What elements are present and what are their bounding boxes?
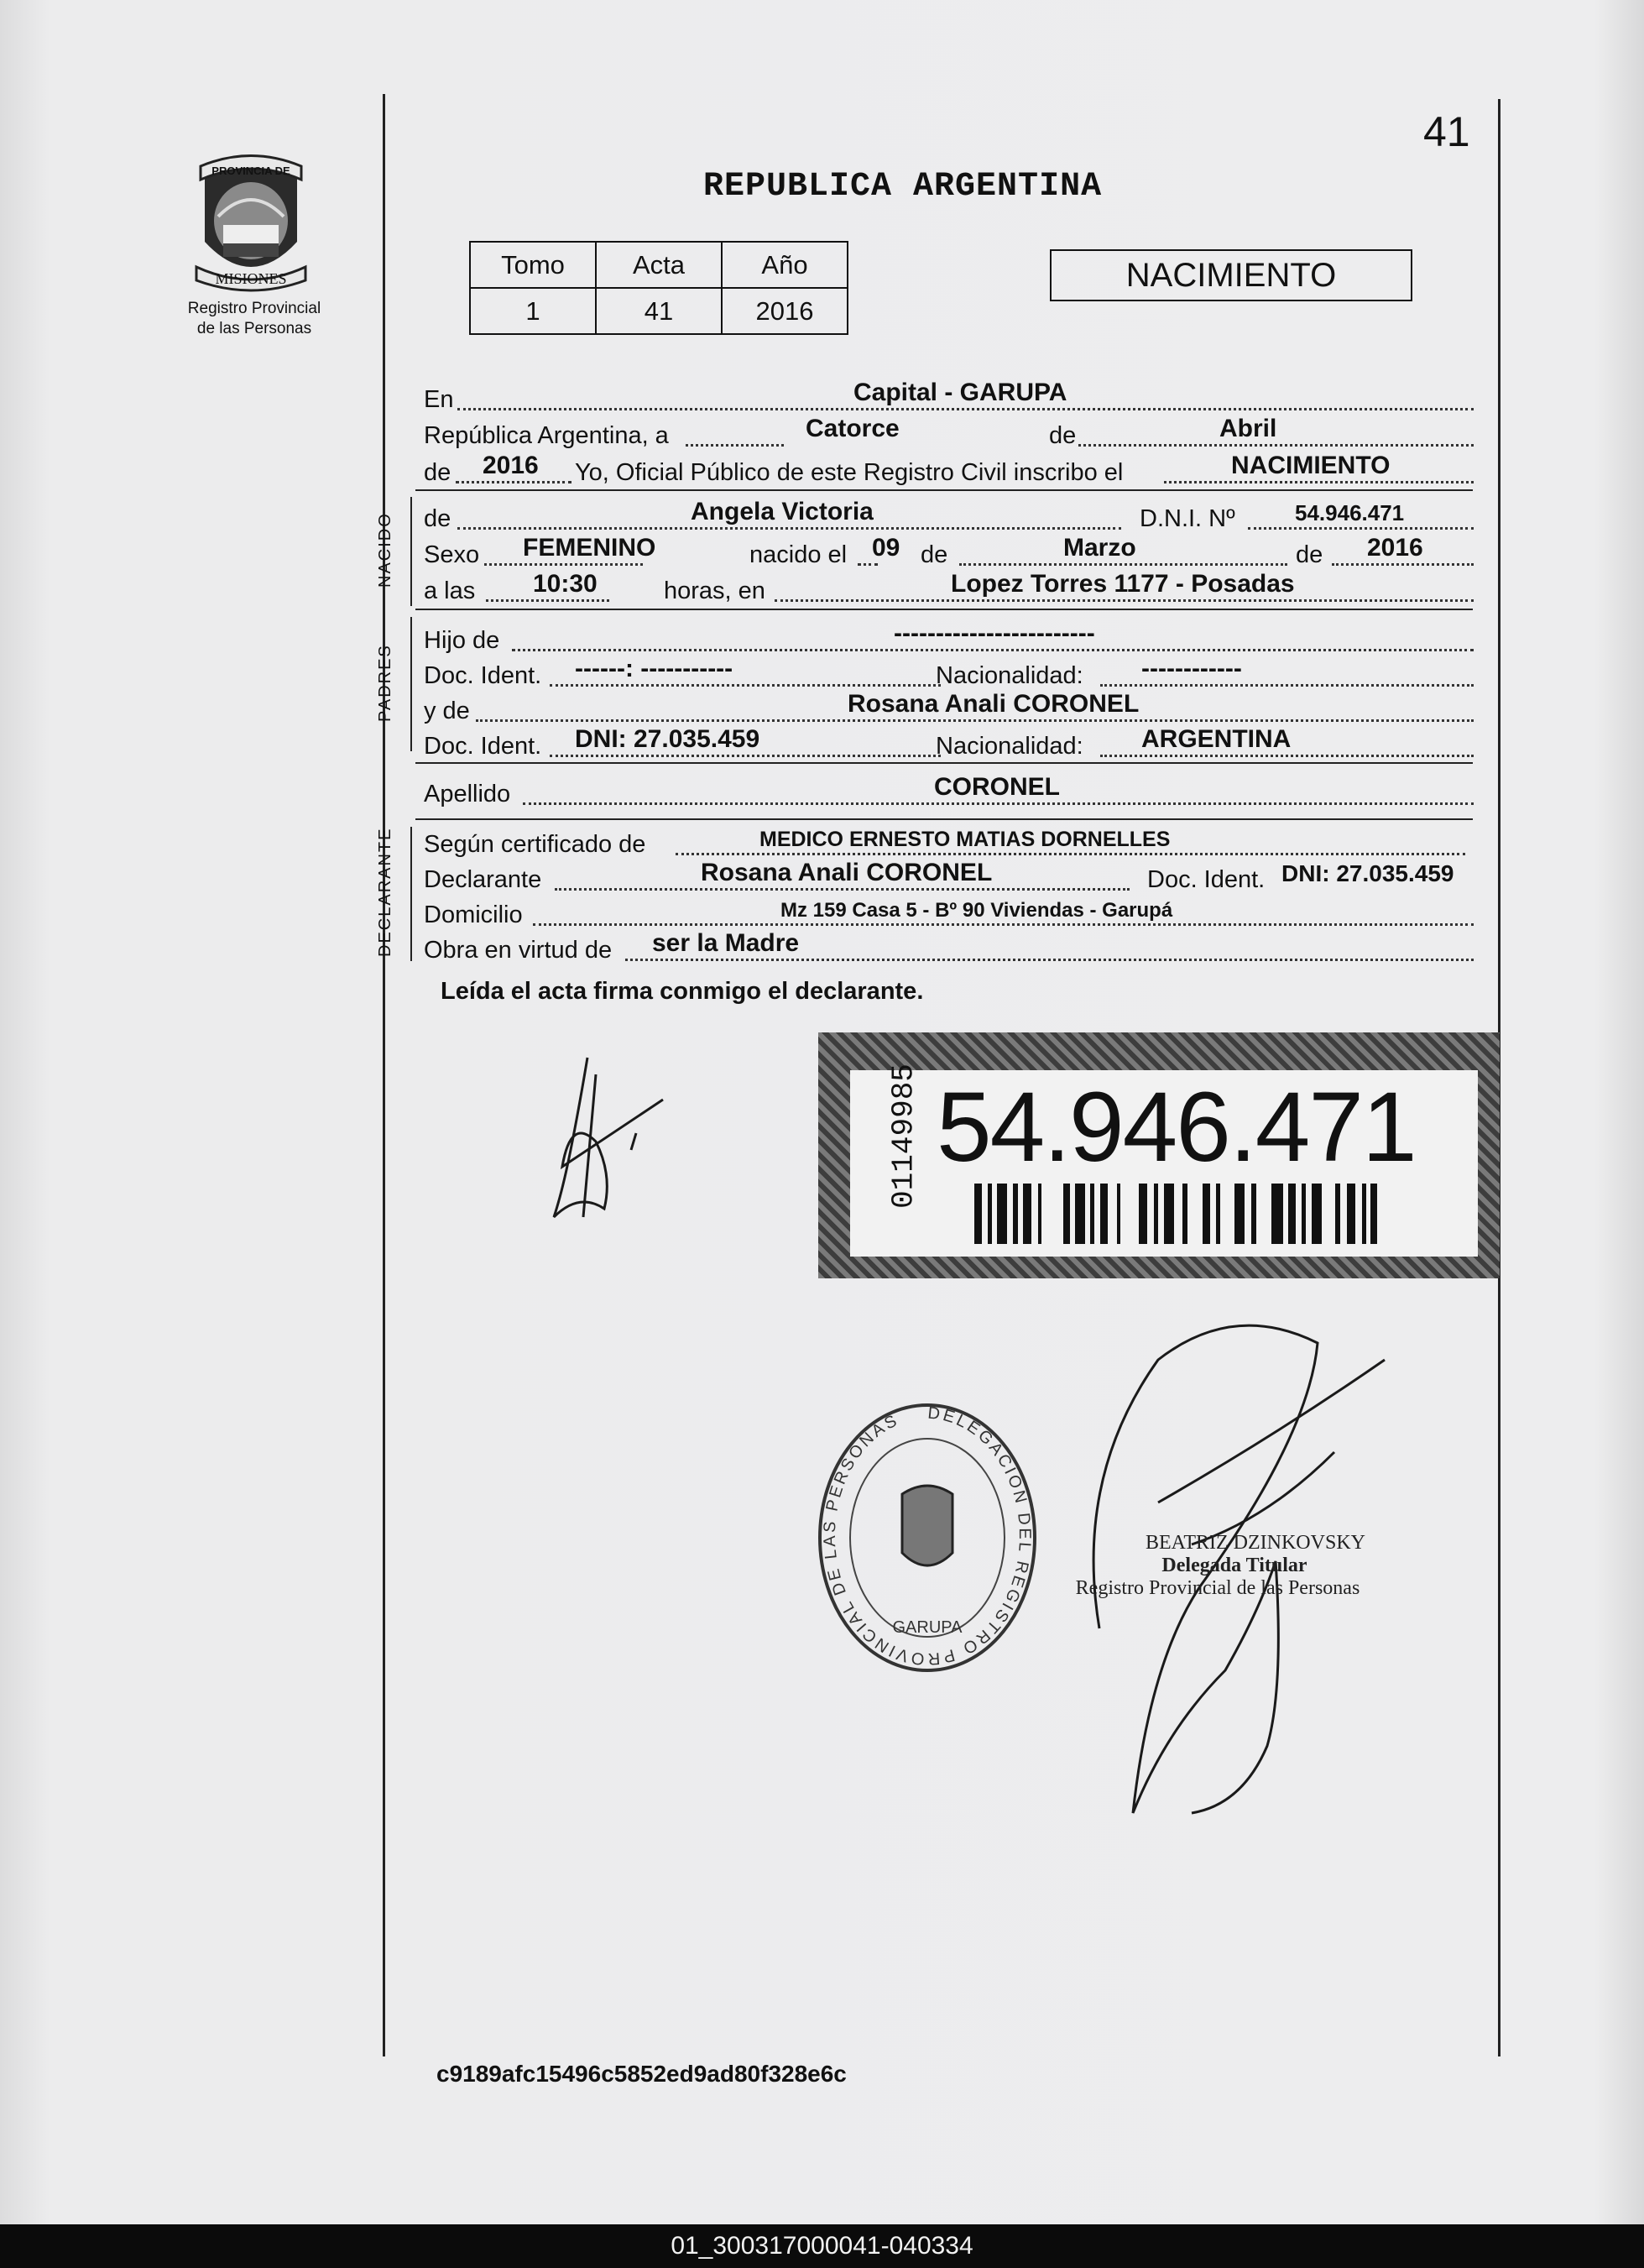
padres-section-label: PADRES bbox=[376, 644, 394, 722]
mother-name-value: Rosana Anali CORONEL bbox=[848, 693, 1140, 718]
line-nacido-name bbox=[424, 501, 1474, 535]
mother-doc-label: Doc. Ident. bbox=[424, 733, 542, 760]
declarante-bracket bbox=[410, 827, 412, 961]
declarante-doc-label: Doc. Ident. bbox=[1147, 866, 1266, 893]
act-inscribed-value: NACIMIENTO bbox=[1231, 455, 1391, 479]
year-value: 2016 bbox=[483, 455, 539, 479]
child-name-value: Angela Victoria bbox=[691, 501, 874, 525]
line-apellido bbox=[424, 776, 1474, 810]
barcode-icon bbox=[974, 1184, 1377, 1244]
father-nac-value: ------------ bbox=[1141, 658, 1242, 682]
record-header-acta: Acta bbox=[596, 242, 722, 288]
dni-sticker-label bbox=[850, 1063, 1478, 1257]
divider-4 bbox=[415, 818, 1473, 820]
line-declarante bbox=[424, 862, 1474, 896]
dni-sticker-number: 54.946.471 bbox=[937, 1072, 1416, 1183]
father-doc-value: ------: ----------- bbox=[575, 658, 733, 682]
birth-month-value: Marzo bbox=[1063, 537, 1136, 562]
de-label-3: de bbox=[424, 505, 451, 532]
line-mother-doc bbox=[424, 729, 1474, 762]
a-las-label: a las bbox=[424, 577, 476, 604]
delegation-stamp bbox=[810, 1393, 1045, 1687]
official-stamp-text bbox=[1070, 1532, 1365, 1600]
yo-text: Yo, Oficial Público de este Registro Civil inscribo el bbox=[575, 459, 1124, 486]
birth-year-value: 2016 bbox=[1367, 537, 1423, 562]
cert-label: Según certificado de bbox=[424, 831, 646, 858]
padres-bracket bbox=[410, 617, 412, 751]
en-label: En bbox=[424, 386, 454, 413]
apellido-value: CORONEL bbox=[934, 776, 1060, 801]
record-header-ano: Año bbox=[722, 242, 848, 288]
de-label-5: de bbox=[1296, 541, 1323, 568]
declarante-value: Rosana Anali CORONEL bbox=[701, 862, 993, 886]
mother-nac-label: Nacionalidad: bbox=[936, 733, 1083, 760]
birth-place-value: Lopez Torres 1177 - Posadas bbox=[951, 573, 1295, 598]
republica-label: República Argentina, a bbox=[424, 422, 669, 449]
record-table bbox=[469, 241, 848, 335]
domicilio-value: Mz 159 Casa 5 - Bº 90 Viviendas - Garupá bbox=[780, 899, 1173, 922]
emblem-top-text: PROVINCIA DE bbox=[211, 165, 290, 177]
domicilio-label: Domicilio bbox=[424, 901, 523, 928]
record-value-tomo: 1 bbox=[470, 288, 596, 334]
day-words-value: Catorce bbox=[806, 418, 900, 442]
obra-label: Obra en virtud de bbox=[424, 937, 613, 964]
line-hora bbox=[424, 573, 1474, 607]
page-number: 41 bbox=[1423, 108, 1470, 155]
act-type-box: NACIMIENTO bbox=[1050, 249, 1412, 301]
declarante-doc-value: DNI: 27.035.459 bbox=[1281, 862, 1454, 886]
line-certificado bbox=[424, 827, 1474, 860]
divider-1 bbox=[415, 489, 1473, 491]
mother-doc-value: DNI: 27.035.459 bbox=[575, 729, 760, 753]
declarante-label: Declarante bbox=[424, 866, 542, 893]
line-inscribo bbox=[424, 455, 1474, 489]
father-name-value: ------------------------ bbox=[894, 623, 1095, 647]
line-father-doc bbox=[424, 658, 1474, 692]
de-label-2: de bbox=[424, 459, 451, 486]
line-place bbox=[424, 382, 1474, 415]
line-date bbox=[424, 418, 1474, 452]
de-label-4: de bbox=[921, 541, 948, 568]
misiones-emblem-icon bbox=[188, 149, 314, 292]
father-doc-label: Doc. Ident. bbox=[424, 662, 542, 689]
dni-label: D.N.I. Nº bbox=[1140, 505, 1235, 532]
birth-day-value: 09 bbox=[872, 537, 900, 562]
document-title: REPUBLICA ARGENTINA bbox=[703, 168, 1103, 206]
month-value: Abril bbox=[1219, 418, 1277, 442]
de-label: de bbox=[1049, 422, 1077, 449]
record-value-ano: 2016 bbox=[722, 288, 848, 334]
line-sexo bbox=[424, 537, 1474, 571]
record-value-acta: 41 bbox=[596, 288, 722, 334]
divider-3 bbox=[415, 762, 1473, 764]
line-hijo-de bbox=[424, 623, 1474, 656]
declarant-signature bbox=[537, 1049, 688, 1234]
cert-value: MEDICO ERNESTO MATIAS DORNELLES bbox=[759, 828, 1171, 851]
sexo-value: FEMENINO bbox=[523, 537, 656, 562]
official-name: BEATRIZ DZINKOVSKY bbox=[1146, 1532, 1365, 1554]
apellido-label: Apellido bbox=[424, 781, 511, 807]
file-id-footer: 01_300317000041-040334 bbox=[0, 2224, 1644, 2268]
dni-sticker-serial: 01149985 bbox=[886, 1063, 921, 1209]
sexo-label: Sexo bbox=[424, 541, 480, 568]
line-domicilio bbox=[424, 897, 1474, 931]
record-header-tomo: Tomo bbox=[470, 242, 596, 288]
document-hash: c9189afc15496c5852ed9ad80f328e6c bbox=[436, 2061, 847, 2087]
obra-value: ser la Madre bbox=[652, 933, 800, 957]
father-nac-label: Nacionalidad: bbox=[936, 662, 1083, 689]
nacido-el-label: nacido el bbox=[749, 541, 848, 568]
registry-caption-line1: Registro Provincial bbox=[187, 300, 321, 317]
nacido-bracket bbox=[410, 497, 412, 606]
line-y-de bbox=[424, 693, 1474, 727]
official-role: Delegada Titular bbox=[1161, 1555, 1307, 1576]
child-dni-value: 54.946.471 bbox=[1295, 501, 1405, 525]
dni-sticker bbox=[818, 1032, 1500, 1278]
place-value: Capital - GARUPA bbox=[853, 382, 1067, 406]
horas-label: horas, en bbox=[664, 577, 765, 604]
declarante-section-label: DECLARANTE bbox=[376, 827, 394, 957]
left-margin-line bbox=[383, 94, 385, 2056]
stamp-bottom-text: GARUPA bbox=[892, 1618, 963, 1637]
official-registry: Registro Provincial de las Personas bbox=[1075, 1577, 1360, 1599]
divider-2 bbox=[415, 609, 1473, 610]
hijo-de-label: Hijo de bbox=[424, 627, 500, 654]
y-de-label: y de bbox=[424, 698, 470, 724]
emblem-bottom-text: MISIONES bbox=[215, 270, 287, 287]
closing-statement: Leída el acta firma conmigo el declarante. bbox=[441, 978, 924, 1005]
stamp-ring-text: DELEGACION DEL REGISTRO PROVINCIAL DE LAS PERSONAS bbox=[820, 1403, 1035, 1669]
nacido-section-label: NACIDO bbox=[376, 512, 394, 588]
line-obra bbox=[424, 933, 1474, 966]
mother-nac-value: ARGENTINA bbox=[1141, 729, 1292, 753]
registry-caption-line2: de las Personas bbox=[196, 320, 312, 337]
registry-caption bbox=[166, 299, 342, 339]
time-value: 10:30 bbox=[533, 573, 598, 598]
